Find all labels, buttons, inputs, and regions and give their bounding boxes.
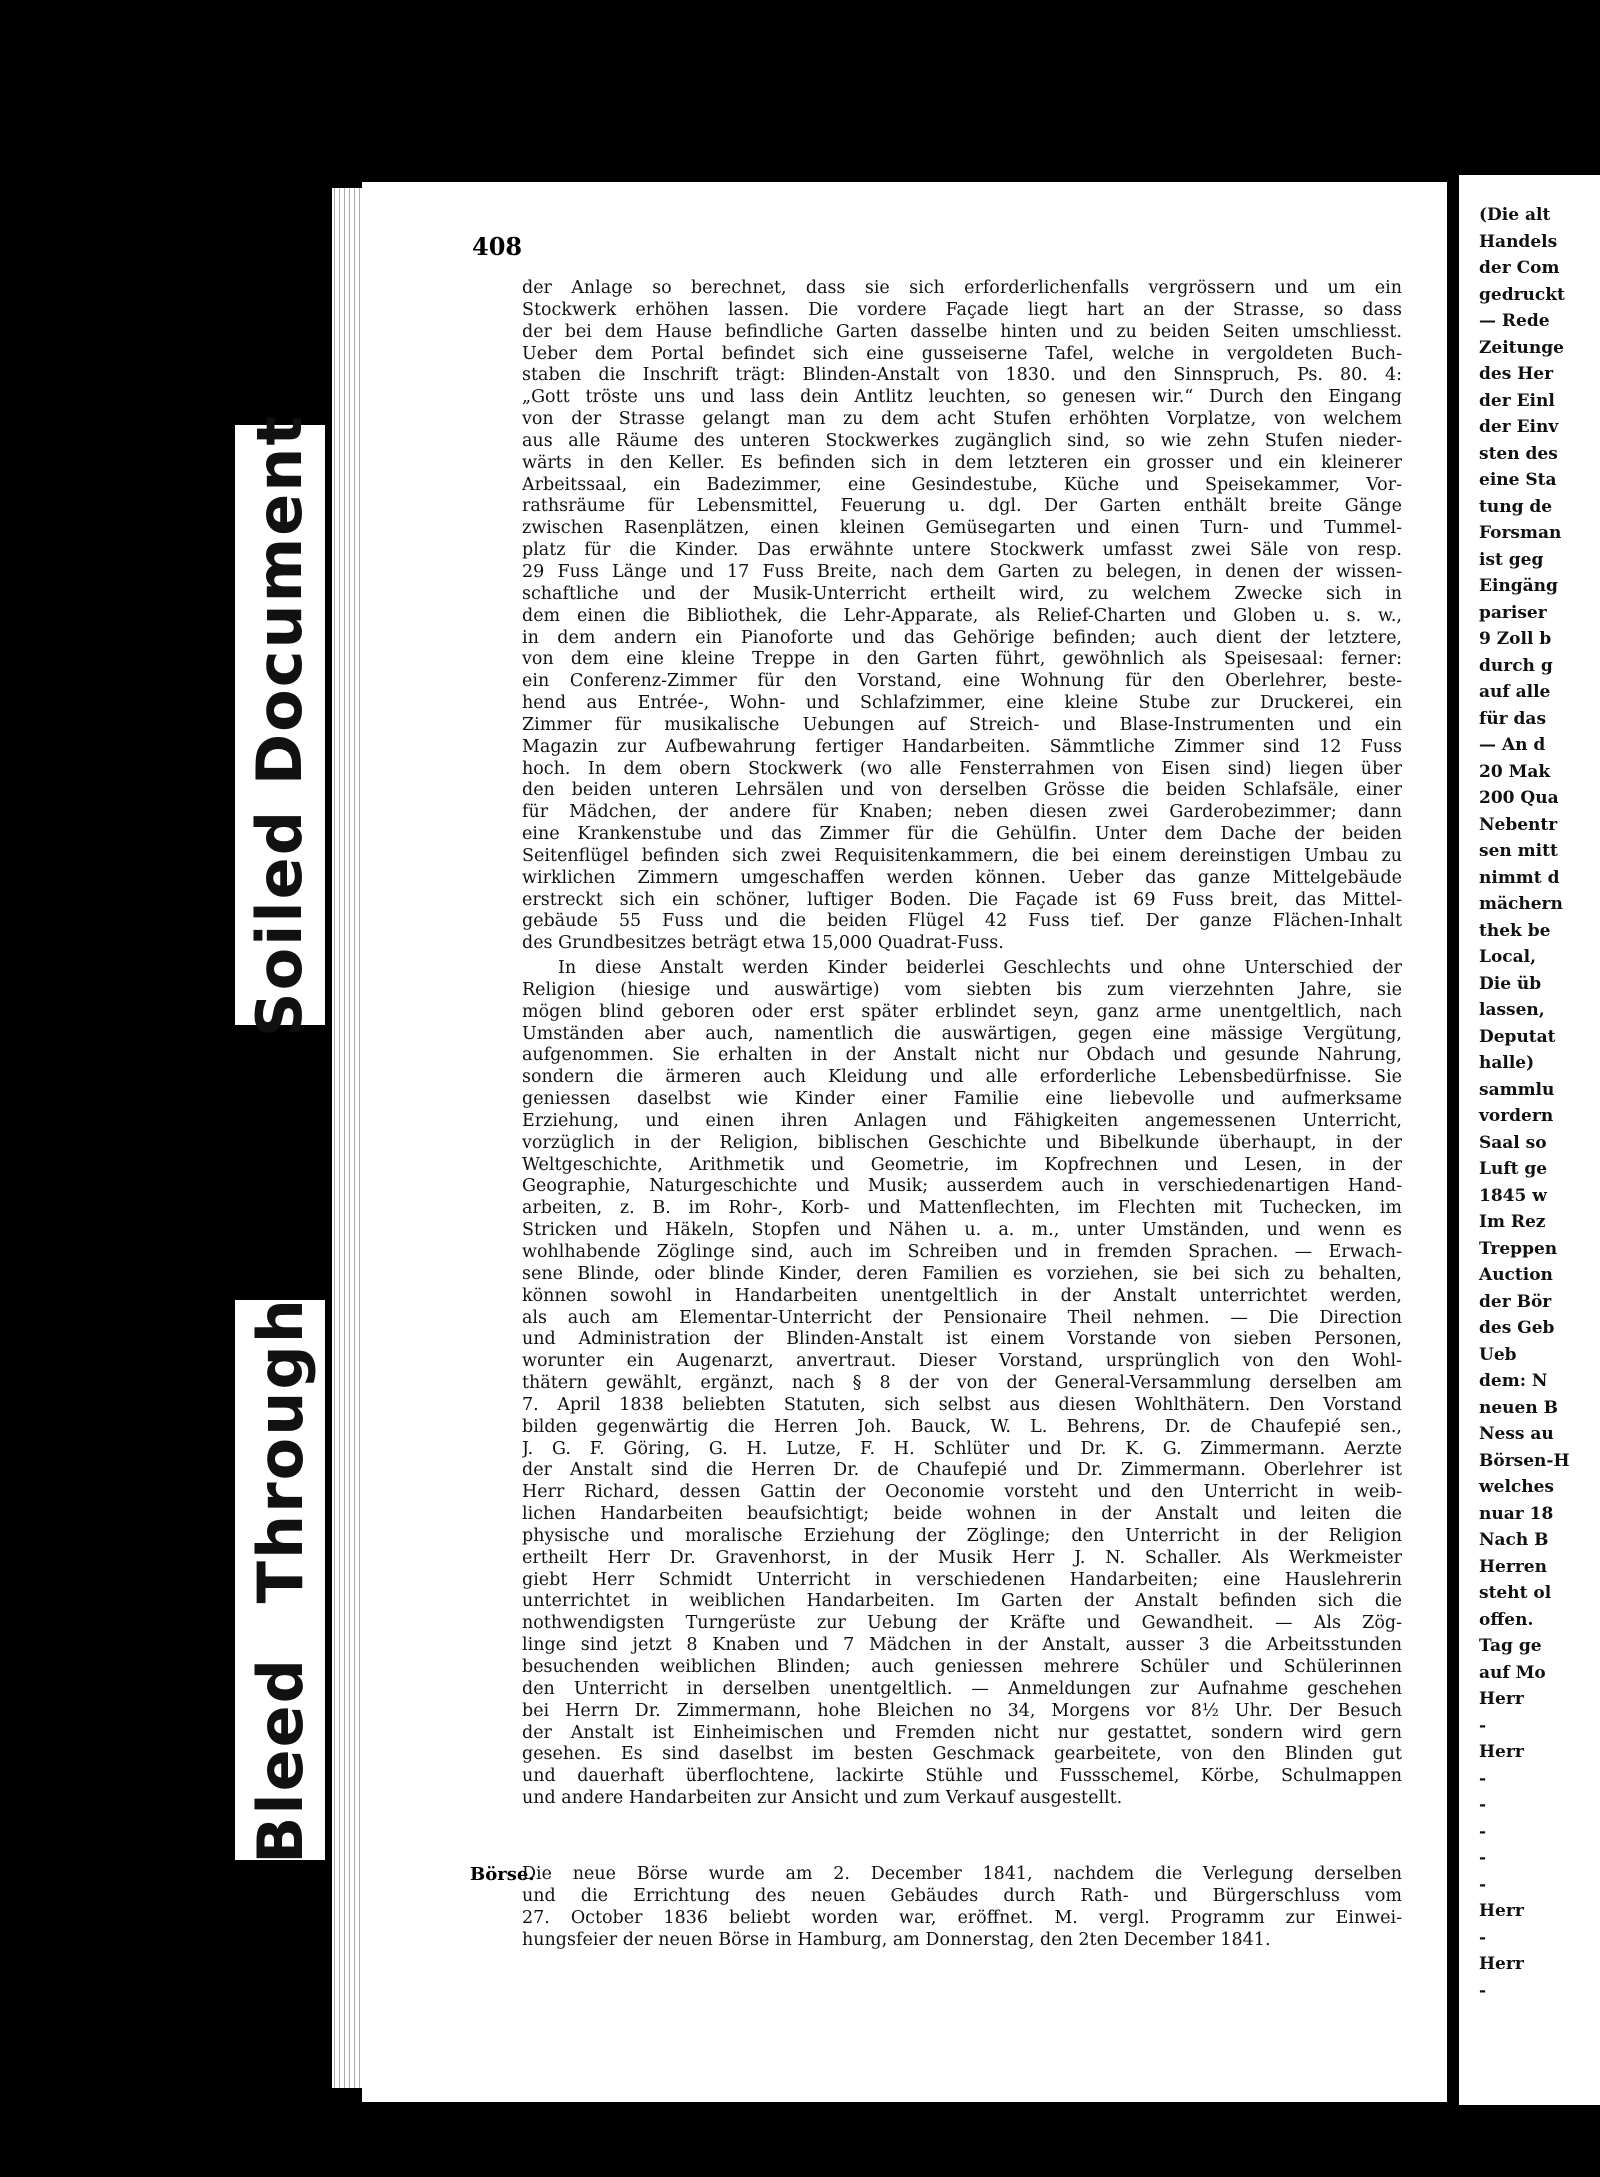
right-page-line: sammlu [1479,1079,1555,1100]
right-page-line: Local, [1479,947,1537,967]
text-line: unterrichtet in weiblichen Handarbeiten. Im Garten der Anstalt befinden sich die [522,1591,1402,1612]
right-page-line: - [1479,1795,1487,1815]
right-page-line: lassen, [1479,1000,1545,1020]
right-page-line: für das [1479,708,1547,729]
right-page-line: sten des [1479,443,1558,464]
paragraph-boerse [522,1864,1402,1951]
right-page-line: Nebentr [1479,814,1558,835]
right-page-line: vordern [1479,1106,1554,1126]
right-page-line: der Einv [1479,417,1559,437]
text-line: rathsräume für Lebensmittel, Feuerung u. dgl. Der Garten enthält breite Gänge [522,496,1402,517]
right-page-line: Die üb [1479,973,1542,994]
text-line: In diese Anstalt werden Kinder beiderlei Geschlechts und ohne Unterschied der [558,958,1402,978]
text-line: Zimmer für musikalische Uebungen auf Streich- und Blase-Instrumenten und ein [522,714,1402,735]
right-page-line: mächern [1479,894,1563,914]
right-page-line: Forsman [1479,523,1562,543]
text-line: J. G. F. Göring, G. H. Lutze, F. H. Schlüter und Dr. K. G. Zimmermann. Aerzte [522,1438,1402,1459]
text-line: sene Blinde, oder blinde Kinder, deren Familien es vorziehen, sie bei sich zu behalten, [522,1263,1402,1284]
text-line: physische und moralische Erziehung der Zöglinge; den Unterricht in der Religion [522,1525,1402,1546]
right-page-line: nimmt d [1479,867,1560,888]
right-page-line: - [1479,1821,1487,1842]
text-line: sondern die ärmeren auch Kleidung und alle erforderliche Lebensbedürfnisse. Sie [522,1067,1402,1088]
text-line: des Grundbesitzes beträgt etwa 15,000 Quadrat-Fuss. [522,933,1004,954]
text-line: besuchenden weiblichen Blinden; auch geniessen mehrere Schüler und Schülerinnen [522,1657,1402,1677]
right-page-line: Im Rez [1479,1212,1546,1232]
right-page-line: Luft ge [1479,1159,1548,1179]
text-line: thätern gewählt, ergänzt, nach § 8 der von der General-Versammlung derselben am [522,1373,1402,1394]
right-page-line: offen. [1479,1609,1534,1630]
text-line: von der Strasse gelangt man zu dem acht Stufen erhöhten Vorplatze, von welchem [522,409,1402,430]
page-edge [332,188,366,2088]
paragraph-blindenanstalt-building [522,278,1402,955]
right-page-line: der Com [1479,258,1560,278]
text-line: und dauerhaft überflochtene, lackirte Stühle und Fussschemel, Körbe, Schulmappen [522,1766,1402,1787]
text-line: wohlhabende Zöglinge sind, auch im Schreiben und in fremden Sprachen. — Erwach- [522,1241,1402,1262]
text-line: von dem eine kleine Treppe in den Garten führt, gewöhnlich als Speisesaal: ferner: [522,649,1402,670]
text-line: Weltgeschichte, Arithmetik und Geometrie, im Kopfrechnen und Lesen, in der [522,1154,1402,1175]
bleed-through-stamp: Bleed Through [235,1300,325,1860]
text-line: gesehen. Es sind daselbst im besten Geschmack gearbeitete, von den Blinden gut [522,1744,1402,1765]
right-page-line: Tag ge [1479,1636,1542,1656]
paragraph-blindenanstalt-education [522,958,1402,1810]
right-page-line: Eingäng [1479,576,1558,596]
right-page-line: gedruckt [1479,284,1565,305]
right-page-line: der Bör [1479,1291,1552,1312]
right-page-line: Ueb [1479,1344,1517,1365]
right-page-line: Herr [1479,1742,1524,1762]
text-line: worunter ein Augenarzt, anvertraut. Dieser Vorstand, ursprünglich von den Wohl- [522,1351,1402,1372]
text-line: bei Herrn Dr. Zimmermann, hohe Bleichen no 34, Morgens vor 8½ Uhr. Der Besuch [522,1700,1402,1721]
text-line: Magazin zur Aufbewahrung fertiger Handarbeiten. Sämmtliche Zimmer sind 12 Fuss [522,736,1402,757]
right-page-line: durch g [1479,655,1553,676]
text-line: 7. April 1838 beliebten Statuten, sich selbst aus diesen Wohlthätern. Den Vorstand [522,1394,1402,1415]
text-line: der Anstalt sind die Herren Dr. de Chaufepié und Dr. Zimmermann. Oberlehrer ist [522,1460,1402,1481]
text-line: Umständen aber auch, namentlich die auswärtigen, gegen eine mässige Vergütung, [522,1023,1402,1044]
right-page-line: 200 Qua [1479,788,1559,808]
text-line: nothwendigsten Turngerüste zur Uebung der Kräfte und Gewandheit. — Als Zög- [522,1613,1402,1634]
right-page-line: Treppen [1479,1238,1558,1259]
right-page-line: Börsen-H [1479,1450,1570,1471]
right-page-line: Handels [1479,231,1558,252]
right-page-line: - [1479,1715,1487,1736]
right-page-line: des Geb [1479,1318,1555,1338]
text-line: arbeiten, z. B. im Rohr-, Korb- und Mattenflechten, im Flechten mit Tuchecken, im [522,1198,1402,1219]
right-page-line: Auction [1479,1265,1553,1285]
right-page-line: Herr [1479,1901,1524,1921]
text-line: für Mädchen, der andere für Knaben; neben diesen zwei Garderobezimmer; dann [522,802,1402,823]
text-line: können sowohl in Handarbeiten unentgeltlich in der Anstalt unterrichtet werden, [522,1285,1402,1306]
left-page [362,182,1447,2102]
right-page-line: nuar 18 [1479,1503,1554,1524]
right-page-line: (Die alt [1479,205,1551,225]
right-page-line: halle) [1479,1053,1535,1073]
right-page-line: Herr [1479,1954,1524,1974]
right-page-line: - [1479,1980,1487,2001]
right-page-line: Nach B [1479,1530,1549,1550]
soiled-document-stamp: Soiled Document [235,425,325,1025]
right-page-line: eine Sta [1479,470,1557,490]
text-line: ein Conferenz-Zimmer für den Vorstand, eine Wohnung für den Oberlehrer, beste- [522,671,1402,692]
right-page-line: Herr [1479,1689,1524,1709]
text-line: Erziehung, und einen ihren Anlagen und Fähigkeiten angemessenen Unterricht, [522,1110,1402,1131]
text-line: Die neue Börse wurde am 2. December 1841, nachdem die Verlegung derselben [522,1864,1402,1884]
right-page-line: der Einl [1479,390,1555,411]
right-page-line: des Her [1479,364,1554,384]
text-line: 27. October 1836 beliebt worden war, eröffnet. M. vergl. Programm zur Einwei- [522,1907,1402,1928]
right-page-line: welches [1479,1477,1555,1497]
text-line: bilden gegenwärtig die Herren Joh. Bauck, W. L. Behrens, Dr. de Chaufepié sen., [522,1416,1402,1437]
text-line: linge sind jetzt 8 Knaben und 7 Mädchen in der Anstalt, ausser 3 die Arbeitsstunden [522,1635,1402,1656]
text-line: hungsfeier der neuen Börse in Hamburg, am Donnerstag, den 2ten December 1841. [522,1929,1271,1950]
text-line: geniessen daselbst wie Kinder einer Familie eine liebevolle und aufmerksame [522,1089,1402,1110]
text-line: und die Errichtung des neuen Gebäudes durch Rath- und Bürgerschluss vom [522,1885,1402,1906]
text-line: Herr Richard, dessen Gattin der Oeconomie vorsteht und den Unterricht in weib- [522,1482,1402,1503]
right-page-line: - [1479,1848,1487,1868]
right-page-line: Saal so [1479,1132,1547,1153]
right-page-line: Ness au [1479,1424,1554,1444]
text-line: aufgenommen. Sie erhalten in der Anstalt nicht nur Obdach und gesunde Nahrung, [522,1045,1402,1066]
right-page-line: pariser [1479,602,1547,623]
text-line: lichen Handarbeiten beaufsichtigt; beide wohnen in der Anstalt und leiten die [522,1504,1402,1525]
text-line: eine Krankenstube und das Zimmer für die Gehülfin. Unter dem Dache der beiden [522,824,1402,845]
text-line: der bei dem Hause befindliche Garten dasselbe hinten und zu beiden Seiten umschliesst. [522,321,1402,342]
text-line: „Gott tröste uns und lass dein Antlitz leuchten, so genesen wir.“ Durch den Eingang [522,387,1402,408]
right-page-line: - [1479,1874,1487,1895]
text-line: und andere Handarbeiten zur Ansicht und zum Verkauf ausgestellt. [522,1788,1123,1809]
text-line: Seitenflügel befinden sich zwei Requisitenkammern, die bei einem dereinstigen Umbau zu [522,845,1402,866]
text-line: vorzüglich in der Religion, biblischen Geschichte und Bibelkunde überhaupt, in der [522,1132,1402,1153]
right-page-line: Herren [1479,1556,1547,1577]
text-line: hend aus Entrée-, Wohn- und Schlafzimmer, eine kleine Stube zur Druckerei, ein [522,693,1402,714]
text-line: Stricken und Häkeln, Stopfen und Nähen u. a. m., unter Umständen, und wenn es [522,1220,1402,1241]
text-line: zwischen Rasenplätzen, einen kleinen Gemüsegarten und einen Turn- und Tummel- [522,518,1402,539]
text-line: gebäude 55 Fuss und die beiden Flügel 42 Fuss tief. Der ganze Flächen-Inhalt [522,911,1402,932]
right-page-line: dem: N [1479,1371,1548,1391]
right-page-line: auf Mo [1479,1662,1546,1683]
text-line: giebt Herr Schmidt Unterricht in verschiedenen Handarbeiten; eine Hauslehrerin [522,1569,1402,1590]
text-line: Religion (hiesige und auswärtige) vom siebten bis zum vierzehnten Jahre, sie [522,979,1402,1000]
text-line: und Administration der Blinden-Anstalt ist einem Vorstande von sieben Personen, [522,1329,1402,1350]
right-page-line: ist geg [1479,549,1544,570]
text-line: Stockwerk erhöhen lassen. Die vordere Façade liegt hart an der Strasse, so dass [522,299,1402,320]
text-line: Arbeitssaal, ein Badezimmer, eine Gesindestube, Küche und Speisekammer, Vor- [522,474,1402,495]
text-line: der Anstalt ist Einheimischen und Fremden nicht nur gestattet, sondern wird gern [522,1722,1402,1743]
right-page-line: — An d [1479,735,1546,755]
right-page-line: 1845 w [1479,1185,1547,1206]
right-page-line: neuen B [1479,1397,1558,1418]
right-page-line: 20 Mak [1479,761,1551,782]
right-page-line: — Rede [1479,311,1550,331]
text-line: mögen blind geboren oder erst später erblindet seyn, ganz arme unentgeltlich, nach [522,1001,1402,1022]
text-line: wirklichen Zimmern umgeschaffen werden können. Ueber das ganze Mittelgebäude [522,867,1402,888]
right-page-line: Zeitunge [1479,337,1564,358]
right-page-line: - [1479,1768,1487,1789]
right-page-line: Deputat [1479,1026,1556,1047]
text-line: Geographie, Naturgeschichte und Musik; ausserdem auch in verschiedenartigen Hand- [522,1176,1402,1197]
text-line: den Unterricht in derselben unentgeltlich. — Anmeldungen zur Aufnahme geschehen [522,1678,1402,1699]
text-line: dem einen die Bibliothek, die Lehr-Apparate, als Relief-Charten und Globen u. s. w., [522,605,1402,626]
text-line: der Anlage so berechnet, dass sie sich erforderlichenfalls vergrössern und um ein [522,278,1402,298]
text-line: schaftliche und der Musik-Unterricht ertheilt wird, zu welchem Zwecke sich in [522,583,1402,604]
text-line: 29 Fuss Länge und 17 Fuss Breite, nach dem Garten zu belegen, in denen der wissen- [522,561,1402,582]
text-line: Ueber dem Portal befindet sich eine gusseiserne Tafel, welche in vergoldeten Buch- [522,343,1402,364]
text-line: staben die Inschrift trägt: Blinden-Anstalt von 1830. und den Sinnspruch, Ps. 80. 4: [522,365,1402,386]
text-line: hoch. In dem obern Stockwerk (wo alle Fensterrahmen von Eisen sind) liegen über [522,758,1402,779]
text-line: ertheilt Herr Dr. Gravenhorst, in der Musik Herr J. N. Schaller. Als Werkmeister [522,1547,1402,1568]
right-page-line: steht ol [1479,1583,1552,1603]
right-page-line: auf alle [1479,682,1551,702]
right-page-line: tung de [1479,496,1553,517]
text-line: platz für die Kinder. Das erwähnte untere Stockwerk umfasst zwei Säle von resp. [522,540,1402,561]
right-page-line: 9 Zoll b [1479,629,1552,649]
right-page [1445,175,1600,2105]
text-line: in dem andern ein Pianoforte und das Gehörige befinden; auch dient der letztere, [522,627,1402,648]
text-line: den beiden unteren Lehrsälen und von derselben Grösse die beiden Schlafsäle, einer [522,780,1402,801]
text-line: erstreckt sich ein schöner, luftiger Boden. Die Façade ist 69 Fuss breit, das Mittel- [522,889,1402,910]
right-page-line: - [1479,1927,1487,1948]
entry-heading-boerse: Börse. [470,1864,535,1885]
text-line: wärts in den Keller. Es befinden sich in dem letzteren ein grosser und ein kleinerer [522,452,1402,473]
right-page-line: sen mitt [1479,841,1558,861]
text-line: als auch am Elementar-Unterricht der Pensionaire Theil nehmen. — Die Direction [522,1307,1402,1328]
right-page-line: thek be [1479,920,1551,941]
text-line: aus alle Räume des unteren Stockwerkes zugänglich sind, so wie zehn Stufen nieder- [522,430,1402,451]
page-number: 408 [472,232,523,261]
